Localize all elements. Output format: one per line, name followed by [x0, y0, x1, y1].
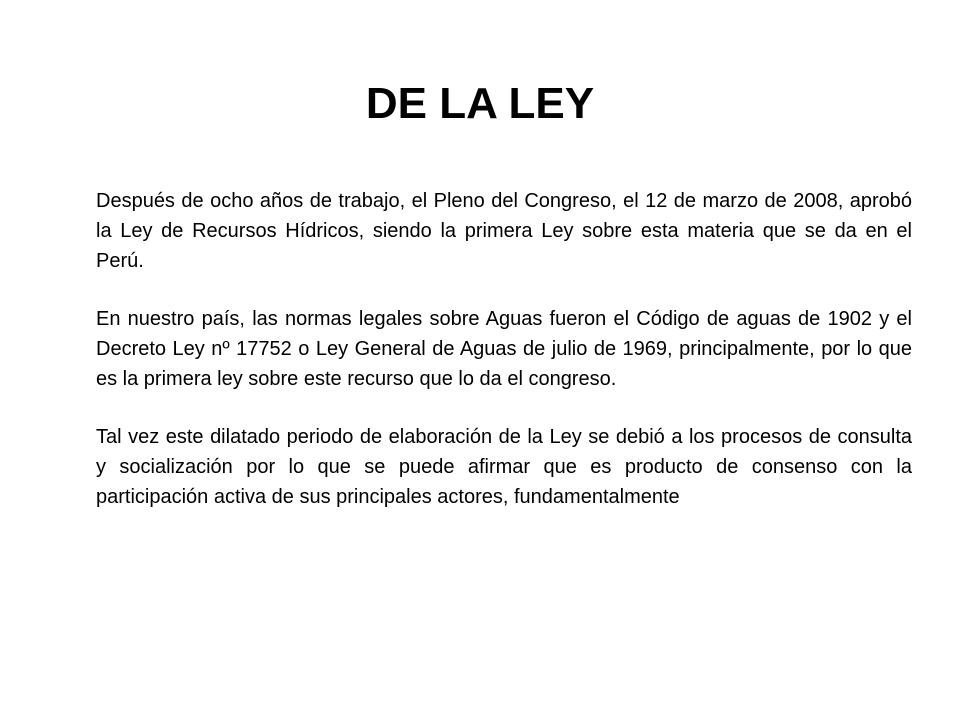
paragraph-2: En nuestro país, las normas legales sobre Aguas fueron el Código de aguas de 1902 y el Decreto Ley nº 17752 o Ley General de Aguas de julio de 1969, principalmente, por lo que es la primera ley sobre este recurso que lo da el congreso.	[96, 308, 912, 390]
paragraph-1: Después de ocho años de trabajo, el Pleno del Congreso, el 12 de marzo de 2008, aprobó la Ley de Recursos Hídricos, siendo la primera Ley sobre esta materia que se da en el Perú.	[96, 190, 912, 272]
slide-title: DE LA LEY	[365, 79, 595, 128]
slide-body	[96, 186, 912, 540]
paragraph-3: Tal vez este dilatado periodo de elaboración de la Ley se debió a los procesos de consulta y socialización por lo que se puede afirmar que es producto de consenso con la participación activa de sus principales actores, fundamentalmente	[96, 426, 912, 508]
